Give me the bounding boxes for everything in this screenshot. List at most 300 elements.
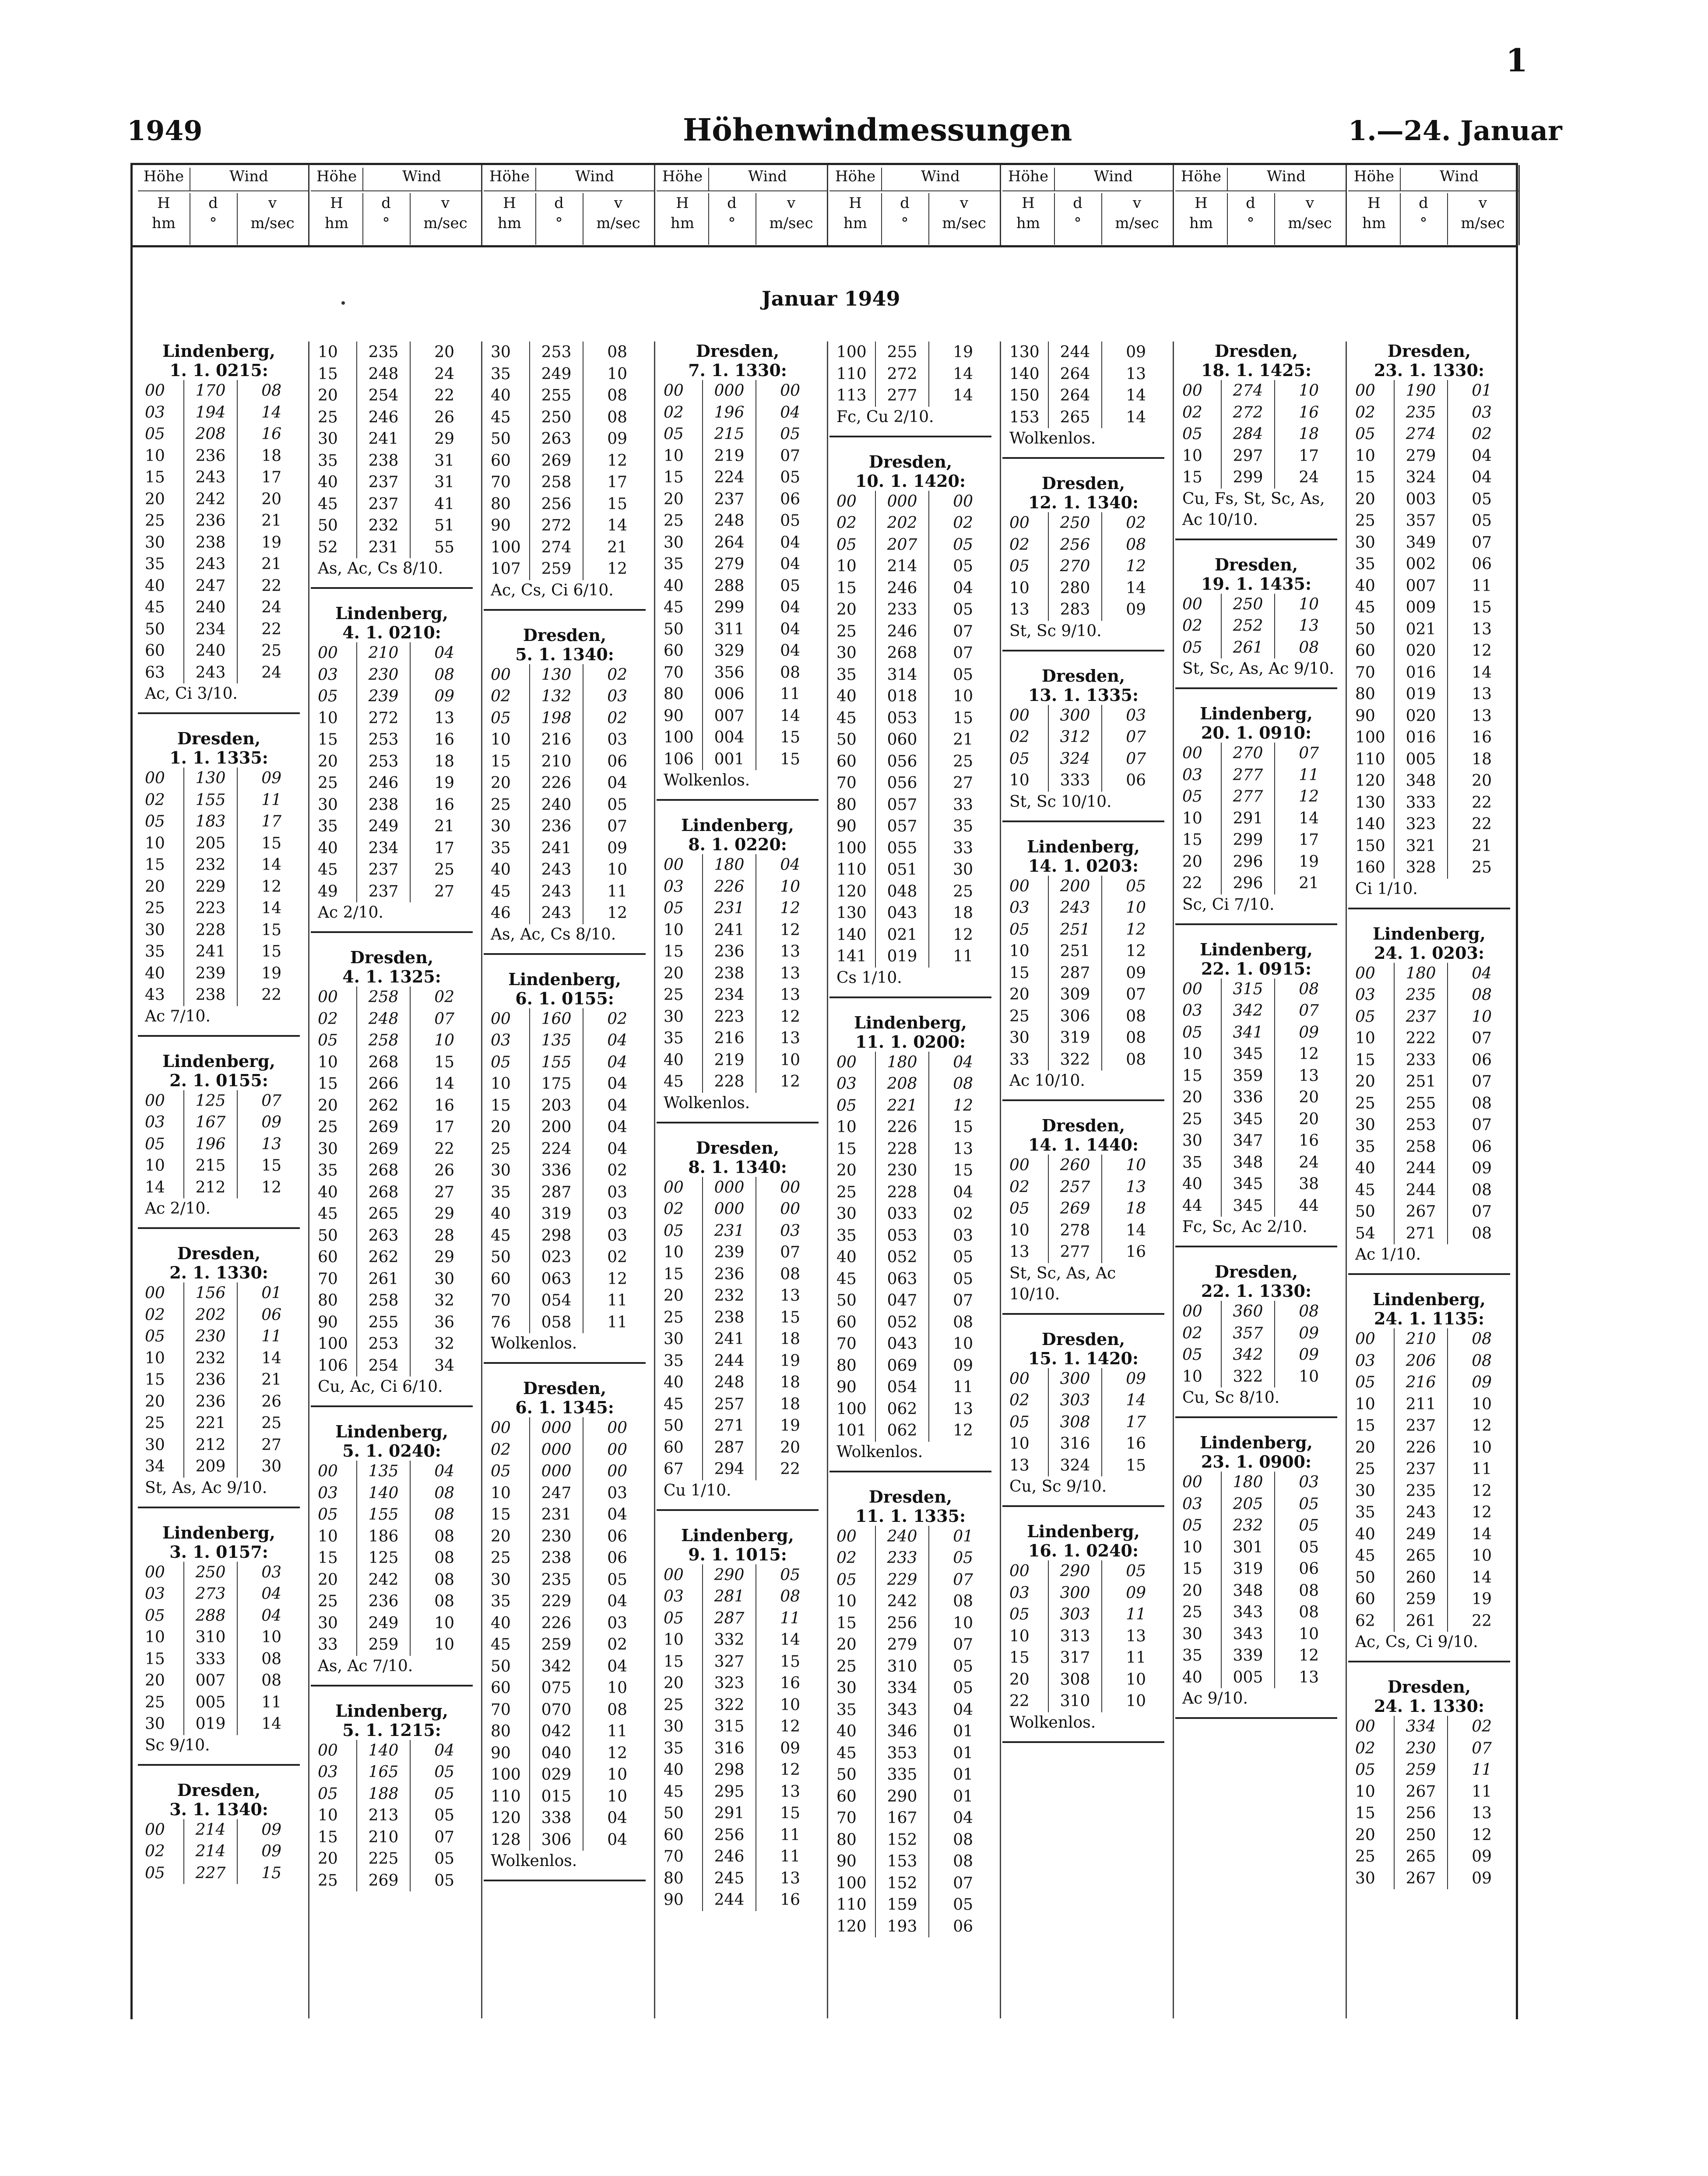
column-header	[484, 165, 655, 245]
table-row	[836, 902, 977, 924]
height-cell: 50	[491, 1657, 511, 1676]
direction-cell: 020	[1394, 640, 1448, 662]
height-cell: 00	[1009, 706, 1030, 725]
cloud-note: Fc, Cu 2/10.	[836, 408, 934, 426]
ms-label: m/sec	[769, 215, 813, 232]
v-label: v	[268, 194, 277, 212]
table-row	[836, 1526, 977, 1548]
table-row	[1009, 705, 1149, 727]
speed-cell: 29	[410, 1203, 458, 1225]
height-cell: 70	[836, 1809, 857, 1827]
direction-cell: 259	[530, 1634, 583, 1656]
h-label: H	[676, 194, 689, 212]
table-row	[836, 881, 977, 903]
station-time: 4. 1. 1325:	[342, 967, 441, 986]
wind-table	[836, 1052, 977, 1442]
direction-cell: 296	[1221, 851, 1275, 873]
direction-cell: 237	[703, 489, 756, 511]
height-cell: 141	[836, 947, 867, 965]
speed-cell: 11	[1102, 1604, 1149, 1626]
direction-cell: 228	[184, 919, 237, 941]
table-row	[145, 1326, 285, 1348]
direction-cell: 268	[357, 1182, 410, 1204]
station-name: Dresden,	[696, 1137, 780, 1158]
speed-cell: 11	[1448, 1458, 1495, 1480]
direction-cell: 167	[184, 1112, 237, 1134]
table-row	[1355, 1610, 1495, 1632]
height-cell: 10	[318, 1053, 338, 1071]
direction-cell: 229	[184, 876, 237, 898]
direction-cell: 258	[530, 472, 583, 493]
height-cell: 02	[1355, 403, 1375, 422]
station-block	[311, 342, 473, 589]
speed-cell: 04	[583, 1138, 631, 1160]
header-row-2	[138, 190, 308, 245]
speed-cell: 08	[1102, 534, 1149, 556]
direction-cell: 269	[357, 1138, 410, 1160]
direction-cell: 237	[357, 472, 410, 493]
ms-label: m/sec	[250, 215, 295, 232]
station-name: Lindenberg,	[1373, 923, 1486, 944]
direction-cell: 251	[1048, 940, 1102, 962]
height-cell: 05	[1182, 1517, 1202, 1535]
height-cell: 00	[145, 769, 165, 787]
speed-cell: 15	[237, 1863, 285, 1884]
h-unit	[1348, 193, 1401, 245]
hm-label: hm	[324, 215, 349, 232]
speed-cell: 04	[929, 1052, 977, 1074]
height-cell: 100	[836, 343, 867, 361]
direction-cell: 130	[184, 768, 237, 789]
direction-cell: 319	[1221, 1558, 1275, 1580]
wind-table	[491, 342, 631, 580]
station-name: Dresden,	[1041, 1329, 1125, 1349]
height-cell: 00	[664, 1566, 684, 1584]
speed-cell: 07	[237, 1090, 285, 1112]
speed-cell: 15	[1102, 1455, 1149, 1477]
table-row	[145, 1456, 285, 1478]
speed-cell: 10	[583, 1786, 631, 1808]
speed-cell: 25	[1448, 857, 1495, 879]
header-row-2	[657, 190, 827, 245]
direction-cell: 056	[875, 751, 929, 773]
table-row	[664, 1071, 804, 1093]
table-row	[318, 472, 458, 493]
height-cell: 35	[664, 1739, 684, 1757]
speed-cell: 02	[583, 1246, 631, 1268]
column-separator	[1173, 342, 1174, 2018]
height-cell: 25	[836, 1183, 857, 1201]
direction-cell: 235	[1394, 1480, 1448, 1502]
table-row	[491, 428, 631, 450]
table-row	[1182, 445, 1322, 467]
direction-cell: 257	[703, 1394, 756, 1415]
table-row	[491, 1030, 631, 1052]
speed-cell: 19	[1448, 1588, 1495, 1610]
table-row	[1009, 1049, 1149, 1071]
station-name: Dresden,	[1387, 341, 1471, 361]
speed-cell: 09	[1275, 1022, 1322, 1044]
station-time: 6. 1. 0155:	[515, 988, 614, 1008]
direction-cell: 321	[1394, 835, 1448, 857]
station-block	[1348, 1290, 1510, 1662]
speed-cell: 05	[1275, 1515, 1322, 1537]
direction-cell: 303	[1048, 1390, 1102, 1412]
height-cell: 25	[664, 1308, 684, 1327]
table-row	[145, 597, 285, 619]
direction-cell: 322	[1048, 1049, 1102, 1071]
direction-cell: 241	[703, 1328, 756, 1350]
table-row	[145, 941, 285, 963]
height-cell: 30	[1355, 1482, 1375, 1500]
height-cell: 10	[836, 1118, 857, 1136]
table-row	[664, 402, 804, 424]
height-cell: 35	[491, 1183, 511, 1201]
cloud-note: Wolkenlos.	[664, 771, 750, 789]
station-name: Lindenberg,	[162, 1051, 275, 1071]
hm-label: hm	[151, 215, 176, 232]
header-row-1	[138, 165, 308, 191]
table-row	[1355, 813, 1495, 835]
height-cell: 05	[836, 1570, 857, 1589]
speed-cell: 06	[583, 1547, 631, 1569]
direction-cell: 215	[184, 1155, 237, 1177]
direction-cell: 310	[1048, 1690, 1102, 1712]
direction-cell: 226	[1394, 1437, 1448, 1459]
speed-cell: 01	[929, 1786, 977, 1808]
speed-cell: 08	[756, 662, 804, 684]
height-cell: 35	[145, 943, 165, 961]
station-block	[1175, 342, 1337, 540]
height-cell: 15	[1182, 831, 1202, 849]
direction-cell: 244	[703, 1350, 756, 1372]
height-cell: 30	[664, 1718, 684, 1736]
table-row	[491, 859, 631, 881]
table-row	[1009, 1155, 1149, 1176]
speed-cell: 13	[1448, 683, 1495, 705]
direction-cell: 249	[530, 363, 583, 385]
speed-cell: 09	[1102, 1582, 1149, 1604]
data-column	[829, 342, 991, 1937]
direction-cell: 254	[357, 1355, 410, 1377]
height-cell: 10	[318, 709, 338, 727]
height-cell: 45	[664, 1782, 684, 1801]
speed-cell: 05	[929, 1547, 977, 1569]
wind-label: Wind	[229, 168, 268, 185]
height-cell: 00	[1355, 1330, 1375, 1348]
table-row	[318, 1761, 458, 1783]
height-cell: 00	[664, 856, 684, 874]
speed-cell: 08	[410, 1526, 458, 1548]
table-row	[1009, 363, 1149, 385]
station-block	[311, 1422, 473, 1687]
height-cell: 90	[318, 1313, 338, 1331]
direction-cell: 230	[357, 664, 410, 686]
speed-cell: 09	[929, 1355, 977, 1377]
speed-cell: 14	[1102, 1220, 1149, 1242]
height-cell: 25	[664, 512, 684, 530]
speed-cell: 03	[583, 1225, 631, 1247]
direction-cell: 210	[1394, 1328, 1448, 1350]
cloud-note: As, Ac 7/10.	[318, 1657, 413, 1675]
direction-cell: 231	[530, 1504, 583, 1526]
speed-cell: 12	[583, 558, 631, 580]
header-row-2	[1002, 190, 1173, 245]
table-row	[145, 532, 285, 554]
direction-cell: 238	[184, 984, 237, 1006]
table-row	[664, 640, 804, 662]
height-cell: 50	[1355, 620, 1375, 638]
speed-cell: 04	[929, 577, 977, 599]
speed-cell: 08	[1448, 1350, 1495, 1372]
height-cell: 00	[1355, 1718, 1375, 1736]
wind-table	[145, 1562, 285, 1735]
height-cell: 13	[1009, 1243, 1030, 1261]
height-cell: 20	[664, 1287, 684, 1305]
speed-cell: 07	[1275, 743, 1322, 764]
speed-cell: 12	[1448, 640, 1495, 662]
table-row	[1182, 851, 1322, 873]
table-row	[1182, 1195, 1322, 1217]
height-cell: 00	[318, 988, 338, 1006]
speed-cell: 32	[410, 1290, 458, 1312]
data-column	[484, 342, 646, 1896]
table-row	[836, 686, 977, 708]
direction-cell: 019	[184, 1713, 237, 1735]
direction-cell: 236	[184, 510, 237, 532]
speed-cell: 13	[1275, 615, 1322, 637]
speed-cell: 05	[929, 534, 977, 556]
direction-cell: 345	[1221, 1195, 1275, 1217]
height-cell: 00	[491, 1010, 511, 1028]
height-cell: 05	[1009, 557, 1030, 575]
speed-cell: 12	[1448, 1824, 1495, 1846]
table-row	[318, 385, 458, 407]
direction-cell: 155	[530, 1052, 583, 1074]
speed-cell: 19	[410, 772, 458, 794]
direction-cell: 323	[1394, 813, 1448, 835]
table-row	[664, 1177, 804, 1199]
direction-cell: 214	[184, 1841, 237, 1863]
height-cell: 15	[491, 1506, 511, 1524]
table-row	[664, 1198, 804, 1220]
station-time: 23. 1. 0900:	[1201, 1452, 1312, 1472]
table-row	[836, 1268, 977, 1290]
height-cell: 10	[1182, 1538, 1202, 1556]
height-cell: 40	[664, 1051, 684, 1069]
table-row	[1355, 1028, 1495, 1049]
direction-cell: 051	[875, 859, 929, 881]
speed-cell: 25	[237, 640, 285, 662]
wind-table	[145, 1090, 285, 1199]
speed-cell: 24	[237, 662, 285, 684]
speed-cell: 18	[1275, 423, 1322, 445]
height-cell: 70	[491, 1701, 511, 1719]
speed-cell: 09	[1448, 1846, 1495, 1868]
table-row	[836, 1894, 977, 1916]
table-row	[1355, 792, 1495, 814]
height-cell: 107	[491, 560, 521, 578]
table-row	[1009, 342, 1149, 363]
direction-cell: 193	[875, 1916, 929, 1938]
direction-cell: 243	[530, 859, 583, 881]
height-cell: 10	[318, 343, 338, 361]
speed-cell: 14	[1448, 1567, 1495, 1589]
table-row	[318, 1870, 458, 1892]
station-time: 24. 1. 1330:	[1374, 1696, 1485, 1716]
table-row	[491, 1290, 631, 1312]
direction-cell: 226	[530, 772, 583, 794]
direction-cell: 252	[1221, 615, 1275, 637]
direction-cell: 269	[357, 1870, 410, 1892]
speed-cell: 05	[929, 1677, 977, 1699]
direction-cell: 333	[1048, 770, 1102, 792]
hm-label: hm	[843, 215, 868, 232]
height-cell: 15	[318, 1549, 338, 1567]
station-block	[1002, 837, 1164, 1102]
height-cell: 90	[836, 1378, 857, 1396]
table-row	[145, 984, 285, 1006]
station-time: 14. 1. 1440:	[1028, 1135, 1139, 1155]
cloud-note: Ac, Cs, Ci 9/10.	[1355, 1633, 1478, 1651]
direction-cell: 075	[530, 1677, 583, 1699]
direction-cell: 279	[875, 1634, 929, 1656]
direction-cell: 238	[703, 1307, 756, 1329]
height-cell: 00	[1009, 1562, 1030, 1580]
station-name: Lindenberg,	[162, 341, 275, 361]
data-column	[311, 342, 473, 1891]
direction-cell: 333	[1394, 792, 1448, 814]
wind-table	[318, 642, 458, 902]
wind-table	[1355, 380, 1495, 879]
direction-cell: 214	[875, 556, 929, 577]
speed-cell: 05	[410, 1848, 458, 1870]
table-row	[836, 1807, 977, 1829]
table-row	[1355, 1567, 1495, 1589]
height-cell: 13	[1009, 1456, 1030, 1475]
height-cell: 35	[664, 555, 684, 573]
table-row	[836, 1290, 977, 1312]
speed-cell: 13	[1102, 1176, 1149, 1198]
station-name: Dresden,	[1214, 554, 1298, 574]
direction-cell: 300	[1048, 1582, 1102, 1604]
height-cell: 35	[491, 1592, 511, 1610]
table-row	[318, 838, 458, 859]
speed-cell: 11	[756, 683, 804, 705]
direction-cell: 210	[530, 751, 583, 773]
table-row	[491, 816, 631, 838]
table-row	[145, 489, 285, 511]
direction-cell: 314	[875, 664, 929, 686]
h-unit	[657, 193, 709, 245]
direction-cell: 240	[184, 640, 237, 662]
speed-cell: 06	[1448, 1049, 1495, 1071]
height-cell: 90	[836, 817, 857, 835]
table-row	[1355, 705, 1495, 727]
height-cell: 25	[1182, 1603, 1202, 1621]
table-row	[1355, 1846, 1495, 1868]
height-cell: 90	[664, 1891, 684, 1909]
height-cell: 22	[1182, 874, 1202, 892]
speed-cell: 15	[237, 1155, 285, 1177]
direction-cell: 223	[703, 1006, 756, 1028]
height-cell: 10	[664, 1243, 684, 1261]
height-cell: 05	[318, 687, 338, 705]
speed-cell: 18	[237, 445, 285, 467]
station-name: Lindenberg,	[1200, 1433, 1313, 1452]
table-row	[318, 493, 458, 515]
height-cell: 05	[1009, 1606, 1030, 1623]
height-cell: 00	[318, 1462, 338, 1480]
height-cell: 90	[491, 517, 511, 535]
speed-cell: 21	[583, 537, 631, 559]
table-row	[1355, 510, 1495, 532]
direction-cell: 339	[1221, 1645, 1275, 1667]
direction-cell: 023	[530, 1246, 583, 1268]
table-row	[491, 537, 631, 559]
direction-cell: 140	[357, 1482, 410, 1504]
table-row	[491, 450, 631, 472]
table-row	[1009, 1006, 1149, 1028]
station-block	[138, 1052, 300, 1229]
h-label: H	[330, 194, 343, 212]
column-header	[657, 165, 828, 245]
table-row	[145, 1627, 285, 1648]
table-row	[664, 489, 804, 511]
v-unit	[1101, 193, 1173, 233]
table-row	[1355, 1868, 1495, 1890]
table-row	[836, 1873, 977, 1894]
year-label: 1949	[127, 115, 203, 147]
table-row	[145, 1391, 285, 1413]
height-cell: 30	[318, 1614, 338, 1632]
speed-cell: 12	[929, 1095, 977, 1117]
height-cell: 40	[836, 687, 857, 705]
direction-cell: 249	[357, 1613, 410, 1634]
height-cell: 50	[318, 1226, 338, 1245]
table-row	[491, 1138, 631, 1160]
direction-cell: 000	[530, 1439, 583, 1461]
height-cell: 100	[491, 538, 521, 556]
table-row	[1355, 1803, 1495, 1824]
direction-cell: 345	[1221, 1043, 1275, 1065]
height-cell: 10	[1009, 771, 1030, 789]
table-row	[1009, 512, 1149, 534]
direction-cell: 007	[184, 1670, 237, 1692]
table-row	[145, 402, 285, 424]
table-row	[491, 1268, 631, 1290]
h-label: H	[849, 194, 862, 212]
table-row	[145, 1348, 285, 1370]
height-cell: 30	[491, 1570, 511, 1589]
speed-cell: 05	[410, 1870, 458, 1892]
station-time: 20. 1. 0910:	[1201, 723, 1312, 743]
speed-cell: 10	[583, 363, 631, 385]
height-cell: 52	[318, 538, 338, 556]
speed-cell: 08	[929, 1829, 977, 1851]
table-row	[1355, 423, 1495, 445]
speed-cell: 19	[929, 342, 977, 363]
height-cell: 49	[318, 882, 338, 901]
table-row	[836, 1052, 977, 1074]
table-row	[318, 1073, 458, 1095]
height-cell: 30	[145, 1715, 165, 1733]
height-cell: 05	[491, 1053, 511, 1071]
direction-cell: 242	[357, 1569, 410, 1591]
height-cell: 45	[145, 599, 165, 616]
ms-label: m/sec	[942, 215, 986, 232]
table-row	[491, 1052, 631, 1074]
